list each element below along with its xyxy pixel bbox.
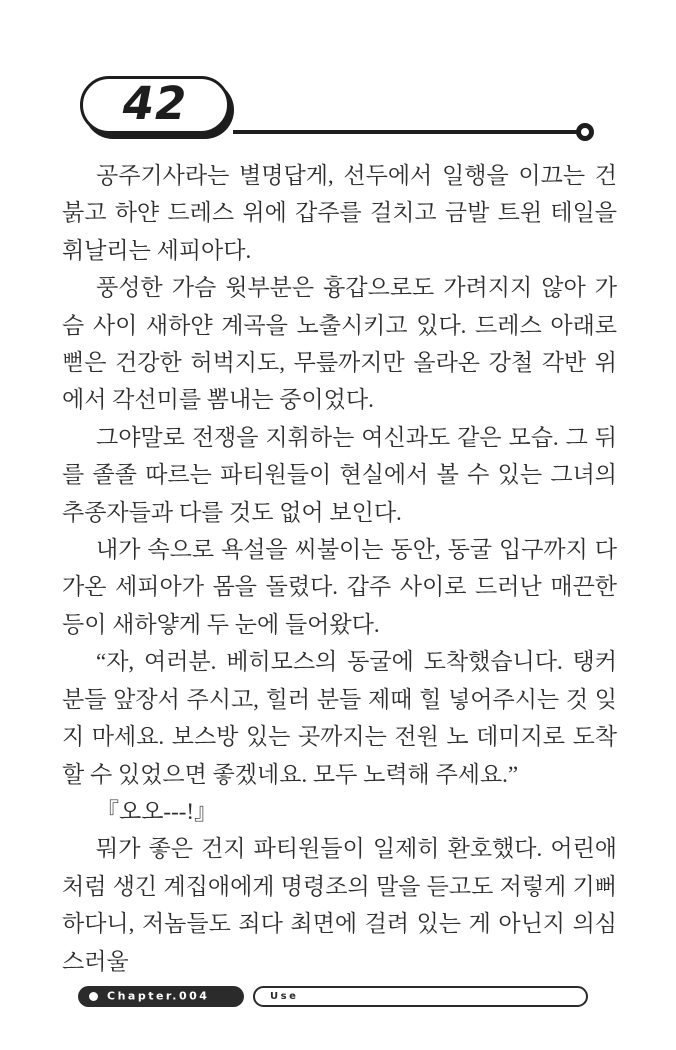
section-label: Use (270, 991, 299, 1002)
paragraph-shout: 『오오---!』 (96, 798, 218, 824)
paragraph: 풍성한 가슴 윗부분은 흉갑으로도 가려지지 않아 가슴 사이 새하얀 계곡을 노출시키고 있다. 드레스 아래로 뻗은 건강한 허벅지도, 무릎까지만 올라온 강철 각반 위에서 각선미를 뽐내는 중이었다. (62, 275, 617, 413)
header-rule-line (233, 130, 578, 134)
paragraph: 뭐가 좋은 건지 파티원들이 일제히 환호했다. 어린애처럼 생긴 계집애에게 명령조의 말을 듣고도 저렇게 기뻐하다니, 저놈들도 죄다 최면에 걸려 있는 게 아닌지 의심스러울 (62, 836, 617, 974)
paragraph: 공주기사라는 별명답게, 선두에서 일행을 이끄는 건 붉고 하얀 드레스 위에 갑주를 걸치고 금발 트윈 테일을 휘날리는 세피아다. (62, 163, 617, 263)
dot-icon (89, 992, 98, 1001)
paragraph: 그야말로 전쟁을 지휘하는 여신과도 같은 모습. 그 뒤를 졸졸 따르는 파티원들이 현실에서 볼 수 있는 그녀의 추종자들과 다를 것도 없어 보인다. (62, 424, 617, 525)
paragraph-dialogue: “자, 여러분. 베히모스의 동굴에 도착했습니다. 탱커 분들 앞장서 주시고, 힐러 분들 제때 힐 넣어주시는 것 잊지 마세요. 보스방 있는 곳까지는 전원 노 데미지로 도착할 수 있었으면 좋겠네요. 모두 노력해 주세요.” (62, 649, 617, 787)
paragraph: 내가 속으로 욕설을 씨불이는 동안, 동굴 입구까지 다가온 세피아가 몸을 돌렸다. 갑주 사이로 드러난 매끈한 등이 새하얗게 두 눈에 들어왔다. (62, 537, 617, 637)
ring-terminal-icon (576, 123, 594, 141)
section-pill (253, 986, 588, 1007)
page-number: 42 (122, 76, 188, 130)
body-text (62, 157, 617, 980)
chapter-badge (78, 986, 244, 1007)
page-number-pill (80, 76, 230, 134)
chapter-label: Chapter.004 (107, 989, 210, 1003)
